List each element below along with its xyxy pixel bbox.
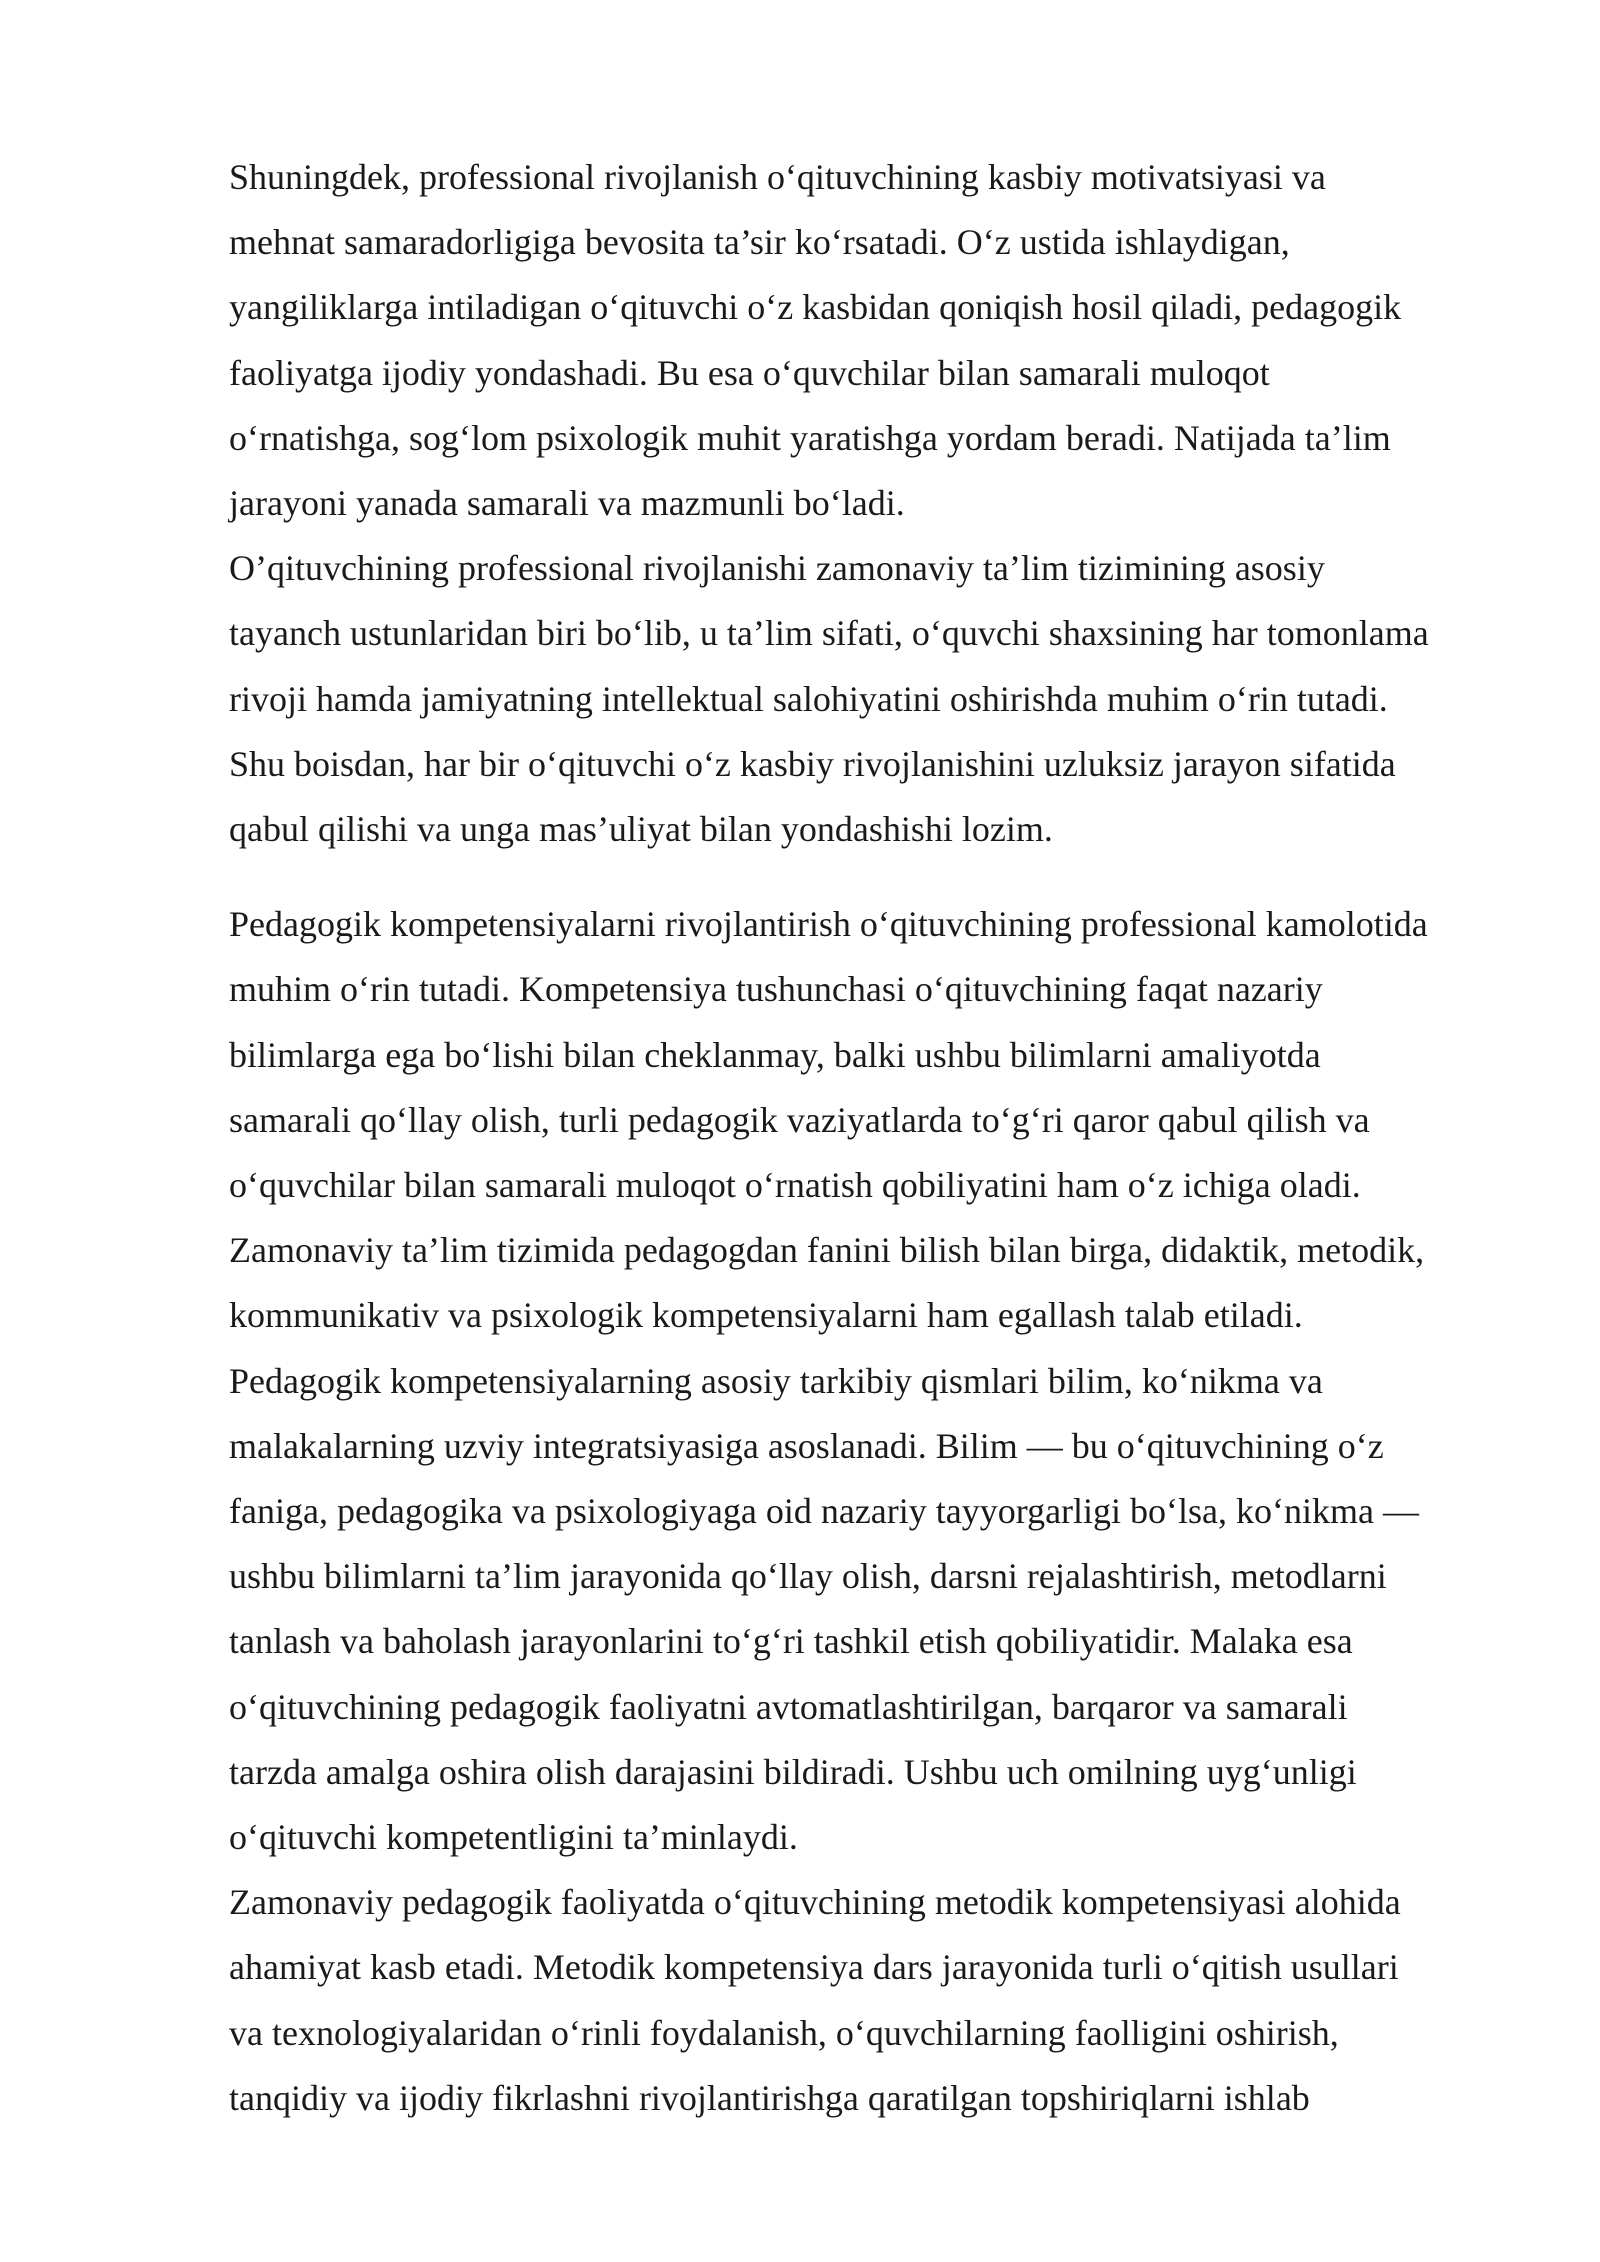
text-line: qabul qilishi va unga mas’uliyat bilan yondashishi lozim. [229, 809, 1053, 850]
text-line: tayanch ustunlaridan biri bo‘lib, u ta’lim sifati, o‘quvchi shaxsining har tomonlama [229, 613, 1429, 654]
text-line: o‘qituvchining pedagogik faoliyatni avtomatlashtirilgan, barqaror va samarali [229, 1686, 1348, 1727]
paragraph-pedagogical-competencies [229, 892, 1519, 1348]
document-body [229, 145, 1519, 2131]
text-line: o‘quvchilar bilan samarali muloqot o‘rnatish qobiliyatini ham o‘z ichiga oladi. [229, 1165, 1361, 1206]
text-line: tarzda amalga oshira olish darajasini bildiradi. Ushbu uch omilning uyg‘unligi [229, 1751, 1357, 1792]
paragraph-professional-development-motivation [229, 145, 1519, 536]
paragraph-professional-development-importance [229, 536, 1519, 862]
text-line: kommunikativ va psixologik kompetensiyalarni ham egallash talab etiladi. [229, 1295, 1303, 1336]
text-line: rivoji hamda jamiyatning intellektual salohiyatini oshirishda muhim o‘rin tutadi. [229, 678, 1388, 719]
text-line: mehnat samaradorligiga bevosita ta’sir ko‘rsatadi. O‘z ustida ishlaydigan, [229, 222, 1290, 263]
text-line: ahamiyat kasb etadi. Metodik kompetensiya dars jarayonida turli o‘qitish usullari [229, 1947, 1399, 1988]
text-line: jarayoni yanada samarali va mazmunli bo‘ladi. [229, 483, 905, 524]
text-line: o‘qituvchi kompetentligini ta’minlaydi. [229, 1817, 798, 1858]
text-line: Shuningdek, professional rivojlanish o‘qituvchining kasbiy motivatsiyasi va [229, 157, 1326, 197]
text-line: ushbu bilimlarni ta’lim jarayonida qo‘llay olish, darsni rejalashtirish, metodlarni [229, 1556, 1387, 1597]
text-line: O’qituvchining professional rivojlanishi zamonaviy ta’lim tizimining asosiy [229, 548, 1325, 589]
text-line: yangiliklarga intiladigan o‘qituvchi o‘z kasbidan qoniqish hosil qiladi, pedagogik [229, 287, 1402, 328]
text-line: samarali qo‘llay olish, turli pedagogik vaziyatlarda to‘g‘ri qaror qabul qilish va [229, 1099, 1370, 1140]
text-line: va texnologiyalaridan o‘rinli foydalanish, o‘quvchilarning faolligini oshirish, [229, 2012, 1339, 2053]
text-line: muhim o‘rin tutadi. Kompetensiya tushunchasi o‘qituvchining faqat nazariy [229, 969, 1323, 1010]
paragraph-methodical-competency [229, 1870, 1519, 2131]
text-line: o‘rnatishga, sog‘lom psixologik muhit yaratishga yordam beradi. Natijada ta’lim [229, 417, 1391, 458]
paragraph-competency-components [229, 1349, 1519, 1871]
text-line: bilimlarga ega bo‘lishi bilan cheklanmay, balki ushbu bilimlarni amaliyotda [229, 1034, 1321, 1075]
text-line: Zamonaviy pedagogik faoliyatda o‘qituvchining metodik kompetensiyasi alohida [229, 1882, 1401, 1923]
text-line: tanlash va baholash jarayonlarini to‘g‘ri tashkil etish qobiliyatidir. Malaka esa [229, 1621, 1353, 1662]
text-line: malakalarning uzviy integratsiyasiga asoslanadi. Bilim — bu o‘qituvchining o‘z [229, 1425, 1384, 1466]
text-line: tanqidiy va ijodiy fikrlashni rivojlantirishga qaratilgan topshiriqlarni ishlab [229, 2077, 1310, 2118]
text-line: faniga, pedagogika va psixologiyaga oid nazariy tayyorgarligi bo‘lsa, ko‘nikma — [229, 1491, 1420, 1532]
text-line: Pedagogik kompetensiyalarning asosiy tarkibiy qismlari bilim, ko‘nikma va [229, 1360, 1323, 1401]
text-line: Pedagogik kompetensiyalarni rivojlantirish o‘qituvchining professional kamolotida [229, 904, 1428, 945]
text-line: Zamonaviy ta’lim tizimida pedagogdan fanini bilish bilan birga, didaktik, metodik, [229, 1230, 1425, 1271]
text-line: faoliyatga ijodiy yondashadi. Bu esa o‘quvchilar bilan samarali muloqot [229, 352, 1270, 393]
text-line: Shu boisdan, har bir o‘qituvchi o‘z kasbiy rivojlanishini uzluksiz jarayon sifatida [229, 743, 1396, 784]
